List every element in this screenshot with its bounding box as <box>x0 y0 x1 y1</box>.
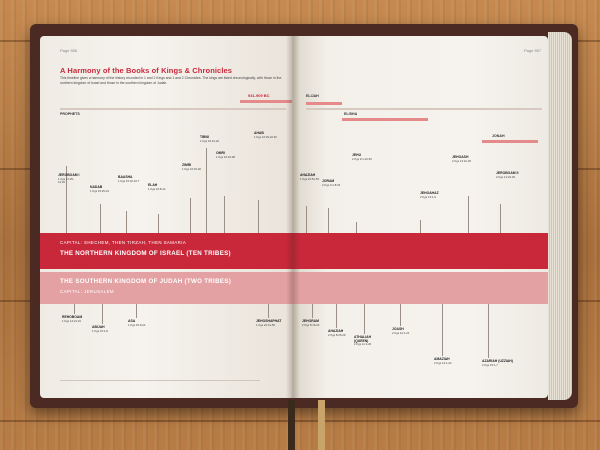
king-card-israel: JEROBOAM II 2 Kgs 14:23-29 <box>496 171 519 179</box>
left-page-number: Page 556 <box>60 48 78 53</box>
timeline-tick <box>500 204 501 233</box>
era-bar-elijah <box>306 102 342 105</box>
king-card-judah: AZARIAH (UZZIAH) 2 Kgs 15:1-7 <box>482 359 513 367</box>
israel-capital-label: CAPITAL: SHECHEM, THEN TIRZAH, THEN SAMARIA <box>60 240 187 245</box>
era-bar-prophets <box>240 100 292 103</box>
timeline-rule <box>306 108 542 110</box>
page-title: A Harmony of the Books of Kings & Chronicles <box>60 66 233 75</box>
king-card-israel: JORAM 2 Kgs 3:1-8:15 <box>322 179 341 187</box>
king-card-israel: BAASHA 1 Kgs 15:32-16:7 <box>118 175 140 183</box>
timeline-tick <box>488 304 489 358</box>
timeline-tick <box>336 304 337 328</box>
timeline-tick <box>74 304 75 314</box>
israel-kingdom-title: THE NORTHERN KINGDOM OF ISRAEL (TEN TRIBES) <box>60 250 231 257</box>
timeline-tick <box>306 206 307 233</box>
era-label-elijah: ELIJAH <box>306 94 319 98</box>
king-card-israel: AHAZIAH 1 Kgs 22:51-53 <box>300 173 319 181</box>
timeline-tick <box>356 222 357 233</box>
king-card-israel: ZIMRI 1 Kgs 16:15-20 <box>182 163 201 171</box>
king-card-israel: TIBNI 1 Kgs 16:21-22 <box>200 135 219 143</box>
king-card-judah: ASA 1 Kgs 15:9-24 <box>128 319 146 327</box>
timeline-tick <box>468 196 469 233</box>
page-edges <box>548 32 572 400</box>
book-gutter <box>286 36 300 398</box>
right-page <box>292 36 548 398</box>
king-card-judah: JEHORAM 2 Kgs 8:16-24 <box>302 319 320 327</box>
ribbon-marker-gold <box>318 400 325 450</box>
intro-text: This timeline gives a harmony of the history recorded in 1 and 2 Kings and 1 and 2 Chronicles. The kings are listed chronologically, with those in the northern kingdom of Israel and those in the southern kingdom of Judah. <box>60 76 282 85</box>
judah-kingdom-title: THE SOUTHERN KINGDOM OF JUDAH (TWO TRIBES) <box>60 278 232 285</box>
timeline-tick <box>206 148 207 233</box>
timeline-rule <box>60 108 286 110</box>
king-card-judah: JOASH 2 Kgs 12:1-21 <box>392 327 410 335</box>
timeline-tick <box>158 214 159 233</box>
left-page <box>40 36 292 398</box>
timeline-tick <box>136 304 137 318</box>
timeline-tick <box>102 304 103 324</box>
wood-plank-seam <box>0 420 600 422</box>
king-card-judah: ABIJAH 1 Kgs 15:1-8 <box>92 325 108 333</box>
judah-kingdom-band <box>40 272 292 304</box>
king-card-judah: ATHALIAH (QUEEN) 2 Kgs 11:1-20 <box>354 335 372 347</box>
king-card-judah: JEHOSHAPHAT 1 Kgs 22:41-50 <box>256 319 282 327</box>
king-card-israel: JEHU 2 Kgs 9:1-10:36 <box>352 153 372 161</box>
judah-kingdom-band-continued <box>292 272 548 304</box>
king-card-judah: AMAZIAH 2 Kgs 14:1-22 <box>434 357 452 365</box>
ribbon-marker-dark <box>288 400 295 450</box>
era-bar-elisha <box>342 118 428 121</box>
footer-rule <box>60 380 260 381</box>
king-card-israel: AHAB 1 Kgs 16:29-22:40 <box>254 131 277 139</box>
timeline-tick <box>442 304 443 356</box>
right-page-number: Page 557 <box>524 48 542 53</box>
timeline-tick <box>328 208 329 233</box>
judah-capital-label: CAPITAL: JERUSALEM <box>60 289 114 294</box>
timeline-tick <box>420 220 421 233</box>
timeline-tick <box>190 198 191 233</box>
era-label-elisha: ELISHA <box>344 112 358 116</box>
timeline-tick <box>224 196 225 233</box>
king-card-israel: JEROBOAM I 1 Kgs 12:25-14:20 <box>58 173 80 185</box>
king-card-israel: OMRI 1 Kgs 16:23-28 <box>216 151 235 159</box>
king-card-israel: NADAB 1 Kgs 15:25-31 <box>90 185 109 193</box>
era-label-prophets: PROPHETS <box>60 112 80 116</box>
timeline-tick <box>126 211 127 233</box>
timeline-tick <box>364 304 365 334</box>
timeline-tick <box>400 304 401 326</box>
king-card-israel: ELAH 1 Kgs 16:8-14 <box>148 183 166 191</box>
king-card-judah: REHOBOAM 1 Kgs 14:21-31 <box>62 315 83 323</box>
king-card-israel: JEHOAHAZ 2 Kgs 13:1-9 <box>420 191 439 199</box>
timeline-tick <box>312 304 313 318</box>
era-bar-jonah <box>482 140 538 143</box>
era-label-jonah: JONAH <box>492 134 505 138</box>
israel-kingdom-band <box>40 233 292 269</box>
years-label: 931-909 BC <box>248 93 270 98</box>
timeline-tick <box>258 200 259 233</box>
israel-kingdom-band-continued <box>292 233 548 269</box>
king-card-israel: JEHOASH 2 Kgs 13:10-25 <box>452 155 471 163</box>
timeline-tick <box>268 304 269 318</box>
king-card-judah: AHAZIAH 2 Kgs 8:25-29 <box>328 329 346 337</box>
timeline-tick <box>100 204 101 233</box>
